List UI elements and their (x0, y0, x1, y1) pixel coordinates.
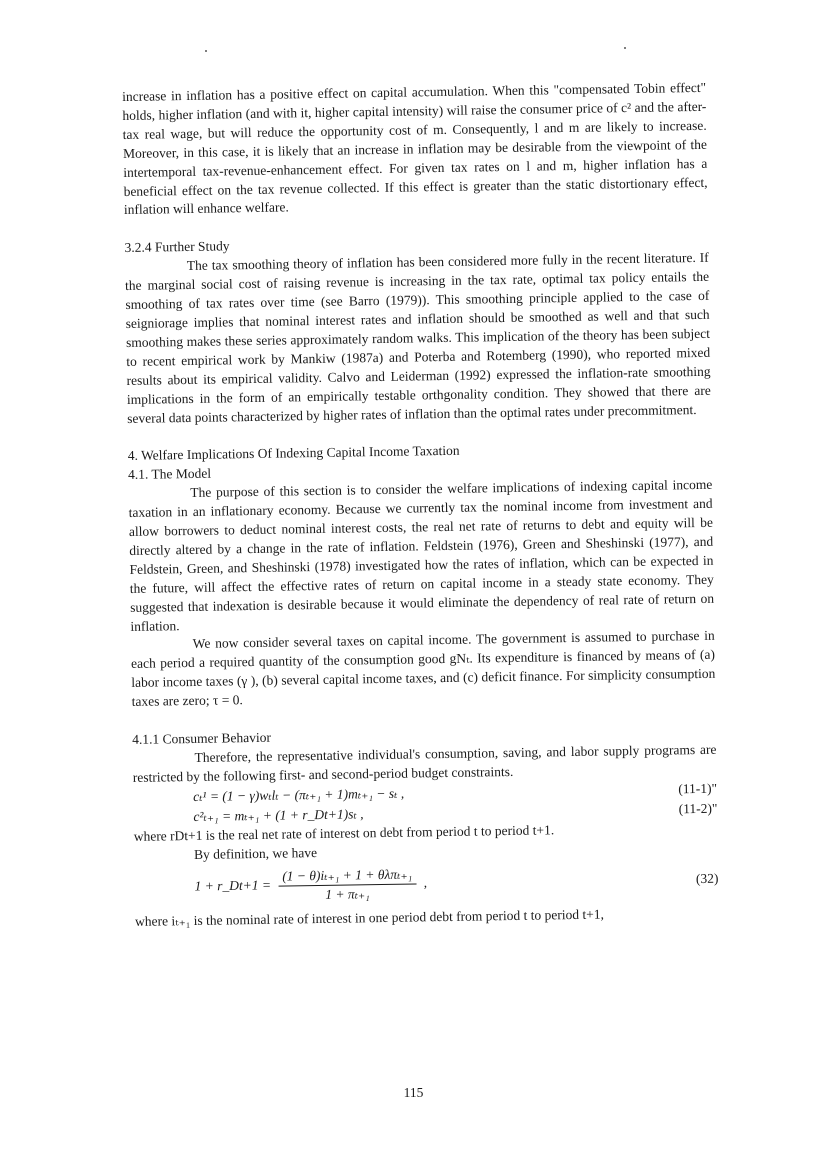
page-body (122, 79, 719, 932)
paragraph-budget-constraints: Therefore, the representative individual's consumption, saving, and labor supply programs are restricted by the following first- and second-period budget constraints. (132, 741, 717, 785)
paragraph-by-definition: By definition, we have (193, 844, 318, 862)
section-heading-4-1: 4.1. The Model (127, 465, 212, 483)
equation-lhs: 1 + r_Dt+1 = (194, 876, 272, 894)
fraction-numerator: (1 − θ)iₜ₊₁ + 1 + θλπₜ₊₁ (278, 865, 416, 886)
equation-number: (32) (695, 870, 719, 887)
paragraph-where-rd: where rDt+1 is the real net rate of interest on debt from period t to period t+1. (133, 822, 555, 844)
paragraph-where-i: where iₜ₊₁ is the nominal rate of interest in one period debt from period t to period t+1, (134, 906, 605, 929)
scan-speck (205, 50, 207, 52)
scan-speck (624, 47, 626, 49)
equation-body: cₜ¹ = (1 − γ)wₜlₜ − (πₜ₊₁ + 1)mₜ₊₁ − sₜ , (193, 785, 405, 804)
page-number: 115 (403, 1085, 424, 1100)
paragraph-capital-taxes: We now consider several taxes on capital income. The government is assumed to purchase in each period a required quantity of the consumption good gNₜ. Its expenditure is financed by means of (a) labor income taxes (γ ), (b) several capital income taxes, and (c) deficit finance. For simplicity consumption taxes are zero; τ = 0. (130, 628, 716, 710)
equation-number: (11-1)" (678, 780, 718, 797)
paragraph-inflation-effect: increase in inflation has a positive effect on capital accumulation. When this "compensated Tobin effect" holds, higher inflation (and with it, higher capital intensity) will raise the consumer price of c² and the after-tax real wage, but will reduce the opportunity cost of m. Consequently, l and m are likely to increase. Moreover, in this case, it is likely that an increase in inflation may be desirable from the viewpoint of the intertemporal tax-revenue-enhancement effect. For given tax rates on l and m, higher inflation has a beneficial effect on the tax revenue collected. If this effect is greater than the static distortionary effect, inflation will enhance welfare. (122, 79, 708, 218)
equation-fraction (278, 865, 417, 904)
equation-32 (134, 860, 719, 906)
paragraph-tax-smoothing: The tax smoothing theory of inflation has been considered more fully in the recent literature. If the marginal social cost of raising revenue is increasing in the tax rate, optimal tax policy entails the smoothing of tax rates over time (see Barro (1979)). This smoothing principle applied to the case of seigniorage implies that nominal interest rates and inflation should be smoothed as well and that such smoothing makes these series approximately random walks. This implication of the theory has been subject to recent empirical work by Mankiw (1987a) and Poterba and Rotemberg (1990), who reported mixed results about its empirical validity. Calvo and Leiderman (1992) expressed the inflation-rate smoothing implications in the form of an empirically testable orthgonality condition. They showed that there are several data points characterized by higher rates of inflation than the optimal rates under precommitment. (124, 250, 711, 426)
paragraph-model-purpose: The purpose of this section is to consider the welfare implications of indexing capital income taxation in an inflationary economy. Because we currently tax the nominal income from investment and allow borrowers to deduct nominal interest costs, the real net rate of returns to debt and equity will be directly altered by a change in the rate of inflation. Feldstein (1976), Green and Sheshinski (1977), and Feldstein, Green, and Sheshinski (1978) investigated how the rates of inflation, which can be expected in the future, will affect the effective rates of return on capital income in a steady state economy. They suggested that indexation is desirable because it would eliminate the dependency of real rate of return on inflation. (128, 476, 715, 634)
equation-number: (11-2)" (678, 800, 718, 817)
section-heading-4-1-1: 4.1.1 Consumer Behavior (132, 729, 272, 748)
equation-body: c²ₜ₊₁ = mₜ₊₁ + (1 + r_Dt+1)sₜ , (193, 806, 364, 824)
equation-tail: , (423, 874, 428, 890)
equation-body (194, 865, 427, 906)
fraction-denominator: 1 + πₜ₊₁ (325, 885, 370, 902)
section-heading-3-2-4: 3.2.4 Further Study (124, 238, 230, 256)
section-heading-4: 4. Welfare Implications Of Indexing Capital Income Taxation (127, 443, 460, 464)
